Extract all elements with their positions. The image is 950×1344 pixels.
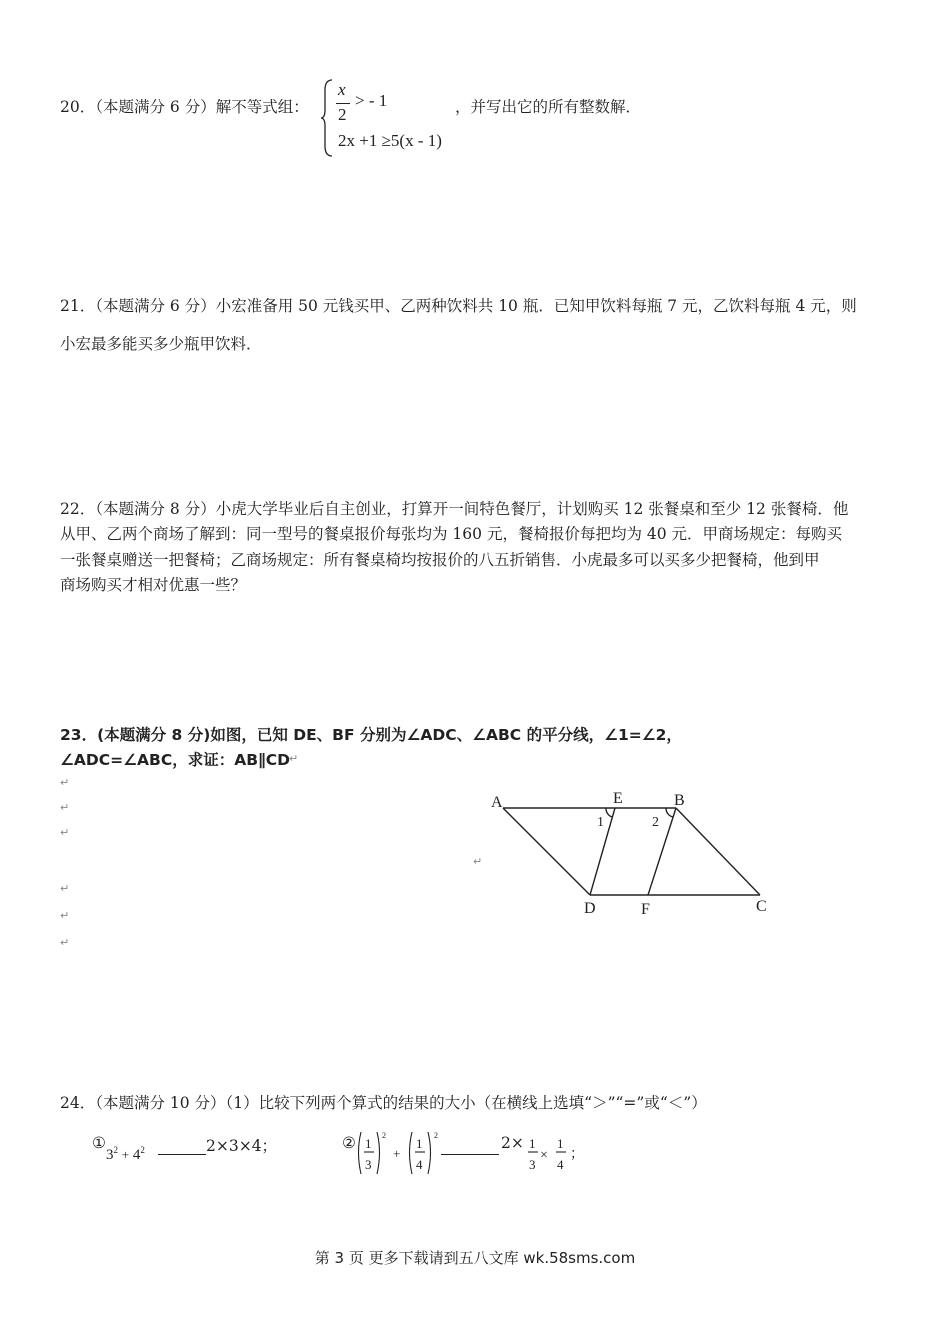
frac3-num: 1: [529, 1136, 536, 1151]
paren-close-2: [428, 1132, 431, 1174]
page-footer: 第 3 页 更多下载请到五八文库 wk.58sms.com: [314, 1249, 636, 1267]
ineq1-denominator: 2: [338, 105, 347, 124]
segment-ad: [503, 808, 590, 895]
return-mark: ↵: [473, 855, 483, 868]
q20-prefix: 20．（本题满分 6 分）解不等式组：: [60, 98, 309, 116]
return-mark: ↵: [60, 882, 70, 895]
frac4-den: 4: [557, 1157, 564, 1172]
item2-plus: +: [393, 1146, 401, 1161]
item2-lhs-expression: [355, 1128, 445, 1180]
ineq2: 2x +1 ≥5(x - 1): [338, 131, 442, 150]
angle-1-arc: [606, 808, 612, 817]
frac4-num: 1: [557, 1136, 564, 1151]
label-e: E: [613, 790, 623, 807]
angle-2-arc: [666, 808, 673, 817]
label-b: B: [674, 792, 685, 809]
return-mark: ↵: [289, 752, 299, 765]
item2-end: ；: [570, 1147, 584, 1162]
item1-base2: 4: [132, 1147, 141, 1163]
ineq1-numerator: x: [338, 80, 346, 99]
frac1-den: 3: [365, 1157, 372, 1172]
label-angle-1: 1: [597, 815, 604, 830]
return-mark: ↵: [60, 936, 70, 949]
item2-times: ×: [540, 1148, 548, 1163]
q22-line1: 22．（本题满分 8 分）小虎大学毕业后自主创业，打算开一间特色餐厅，计划购买 12 张餐桌和至少 12 张餐椅．他: [60, 500, 849, 518]
frac1-exp: 2: [382, 1131, 386, 1140]
paren-open-1: [359, 1132, 362, 1174]
system-brace: [320, 78, 336, 158]
return-mark: ↵: [60, 776, 70, 789]
return-mark: ↵: [60, 826, 70, 839]
label-f: F: [641, 901, 650, 918]
q20-suffix: ，并写出它的所有整数解．: [455, 98, 642, 116]
q22-line2: 从甲、乙两个商场了解到：同一型号的餐桌报价每张均为 160 元，餐椅报价每把均为 40 元．甲商场规定：每购买: [60, 525, 843, 543]
item2-rhs-prefix: 2×: [501, 1134, 524, 1152]
frac3-den: 3: [529, 1157, 536, 1172]
item1-answer-blank[interactable]: [158, 1154, 206, 1155]
q23-line2: ∠ADC=∠ABC，求证：AB∥CD: [60, 751, 291, 769]
ineq1-rhs: > - 1: [355, 91, 388, 110]
item1-exp2: 2: [140, 1145, 145, 1155]
frac1-num: 1: [365, 1136, 372, 1151]
item1-exp1: 2: [113, 1145, 118, 1155]
item1-rhs: 2×3×4；: [206, 1137, 278, 1155]
segment-bc: [676, 808, 760, 895]
return-mark: ↵: [60, 801, 70, 814]
q24-header: 24．（本题满分 10 分）（1）比较下列两个算式的结果的大小（在横线上选填“＞”“=”或“＜”）: [60, 1094, 707, 1112]
frac2-exp: 2: [434, 1131, 438, 1140]
paren-open-2: [410, 1132, 413, 1174]
parallelogram-figure: [480, 785, 780, 925]
item1-plus: +: [121, 1147, 130, 1162]
label-angle-2: 2: [652, 815, 659, 830]
item1-marker: ①: [92, 1134, 106, 1152]
ineq1-fraction-bar: [336, 103, 350, 104]
label-c: C: [756, 898, 767, 915]
item2-marker: ②: [342, 1134, 356, 1152]
q21-line2: 小宏最多能买多少瓶甲饮料．: [60, 335, 262, 353]
label-a: A: [491, 794, 503, 811]
item1-base1: 3: [106, 1147, 114, 1163]
frac2-num: 1: [416, 1136, 423, 1151]
item2-answer-blank[interactable]: [441, 1154, 499, 1155]
item1-expression: [106, 1145, 145, 1164]
q21-line1: 21．（本题满分 6 分）小宏准备用 50 元钱买甲、乙两种饮料共 10 瓶．已知甲饮料每瓶 7 元，乙饮料每瓶 4 元，则: [60, 297, 857, 315]
paren-close-1: [377, 1132, 380, 1174]
q22-line3: 一张餐桌赠送一把餐椅；乙商场规定：所有餐桌椅均按报价的八五折销售．小虎最多可以买多少把餐椅，他到甲: [60, 551, 820, 569]
item2-rhs-expression: [523, 1128, 585, 1180]
q22-line4: 商场购买才相对优惠一些？: [60, 576, 247, 594]
q23-line1: 23．(本题满分 8 分)如图，已知 DE、BF 分别为∠ADC、∠ABC 的平分线，∠1=∠2，: [60, 726, 682, 744]
label-d: D: [584, 900, 596, 917]
return-mark: ↵: [60, 909, 70, 922]
frac2-den: 4: [416, 1157, 423, 1172]
